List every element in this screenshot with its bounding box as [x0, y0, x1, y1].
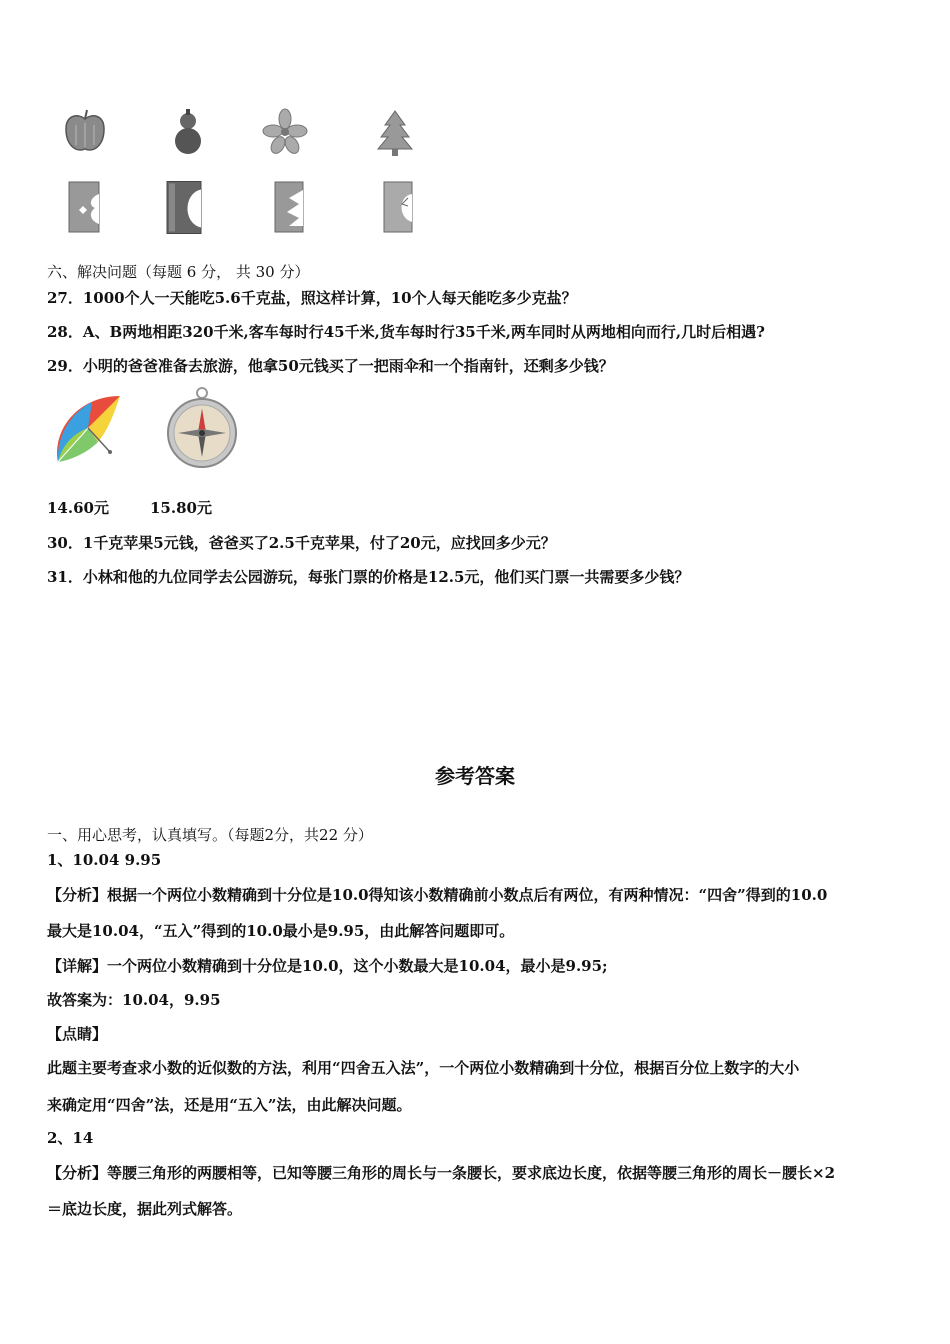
question-31: 31．小林和他的九位同学去公园游玩，每张门票的价格是12.5元，他们买门票一共需要多少钱？ — [47, 568, 690, 586]
answer-2-analysis-line2: ＝底边长度，据此列式解答。 — [47, 1200, 243, 1218]
option-b-icon — [161, 178, 211, 236]
answer-1-detail: 【详解】一个两位小数精确到十分位是10.0，这个小数最大是10.04，最小是9.95; — [47, 957, 608, 975]
answer-1-comment-label: 【点睛】 — [47, 1025, 108, 1043]
question-29: 29．小明的爸爸准备去旅游，他拿50元钱买了一把雨伞和一个指南针，还剩多少钱？ — [47, 357, 614, 375]
flower-cutout-icon — [260, 105, 310, 160]
answer-1-analysis-line1: 【分析】根据一个两位小数精确到十分位是10.0得知该小数精确前小数点后有两位，有两种情况：“四舍”得到的10.0 — [47, 886, 828, 904]
compass-price: 15.80元 — [150, 499, 212, 517]
answer-2: 2、14 — [47, 1129, 94, 1147]
answers-section1-heading: 一、用心思考，认真填写。（每题2分，共22 分） — [47, 826, 373, 844]
question-28: 28．A、B两地相距320千米,客车每时行45千米,货车每时行35千米,两车同时从两地相向而行,几时后相遇? — [47, 323, 765, 341]
question-27: 27．1000个人一天能吃5.6千克盐，照这样计算，10个人每天能吃多少克盐？ — [47, 289, 577, 307]
answer-1-comment-line1: 此题主要考查求小数的近似数的方法，利用“四舍五入法”，一个两位小数精确到十分位，根据百分位上数字的大小 — [47, 1059, 800, 1077]
tree-cutout-icon — [370, 105, 420, 160]
option-d-icon — [380, 180, 430, 235]
option-c-icon — [267, 180, 317, 235]
answer-1-result: 故答案为：10.04，9.95 — [47, 991, 221, 1009]
compass-icon — [165, 385, 240, 470]
answer-1-comment-line2: 来确定用“四舍”法，还是用“五入”法，由此解决问题。 — [47, 1096, 412, 1114]
answer-1-analysis-line2: 最大是10.04，“五入”得到的10.0最小是9.95，由此解答问题即可。 — [47, 922, 515, 940]
apple-cutout-icon — [60, 105, 110, 160]
question-30: 30．1千克苹果5元钱，爸爸买了2.5千克苹果，付了20元，应找回多少元？ — [47, 534, 556, 552]
option-a-icon — [63, 180, 113, 235]
section6-heading: 六、解决问题（每题 6 分， 共 30 分） — [47, 263, 310, 281]
answer-1: 1、10.04 9.95 — [47, 851, 162, 869]
answer-2-analysis-line1: 【分析】等腰三角形的两腰相等，已知等腰三角形的周长与一条腰长，要求底边长度，依据等腰三角形的周长－腰长×2 — [47, 1164, 836, 1182]
paper-cutout-figures — [55, 100, 435, 240]
gourd-cutout-icon — [163, 105, 213, 160]
answers-title: 参考答案 — [435, 764, 515, 788]
umbrella-price: 14.60元 — [47, 499, 109, 517]
umbrella-icon — [48, 390, 128, 470]
